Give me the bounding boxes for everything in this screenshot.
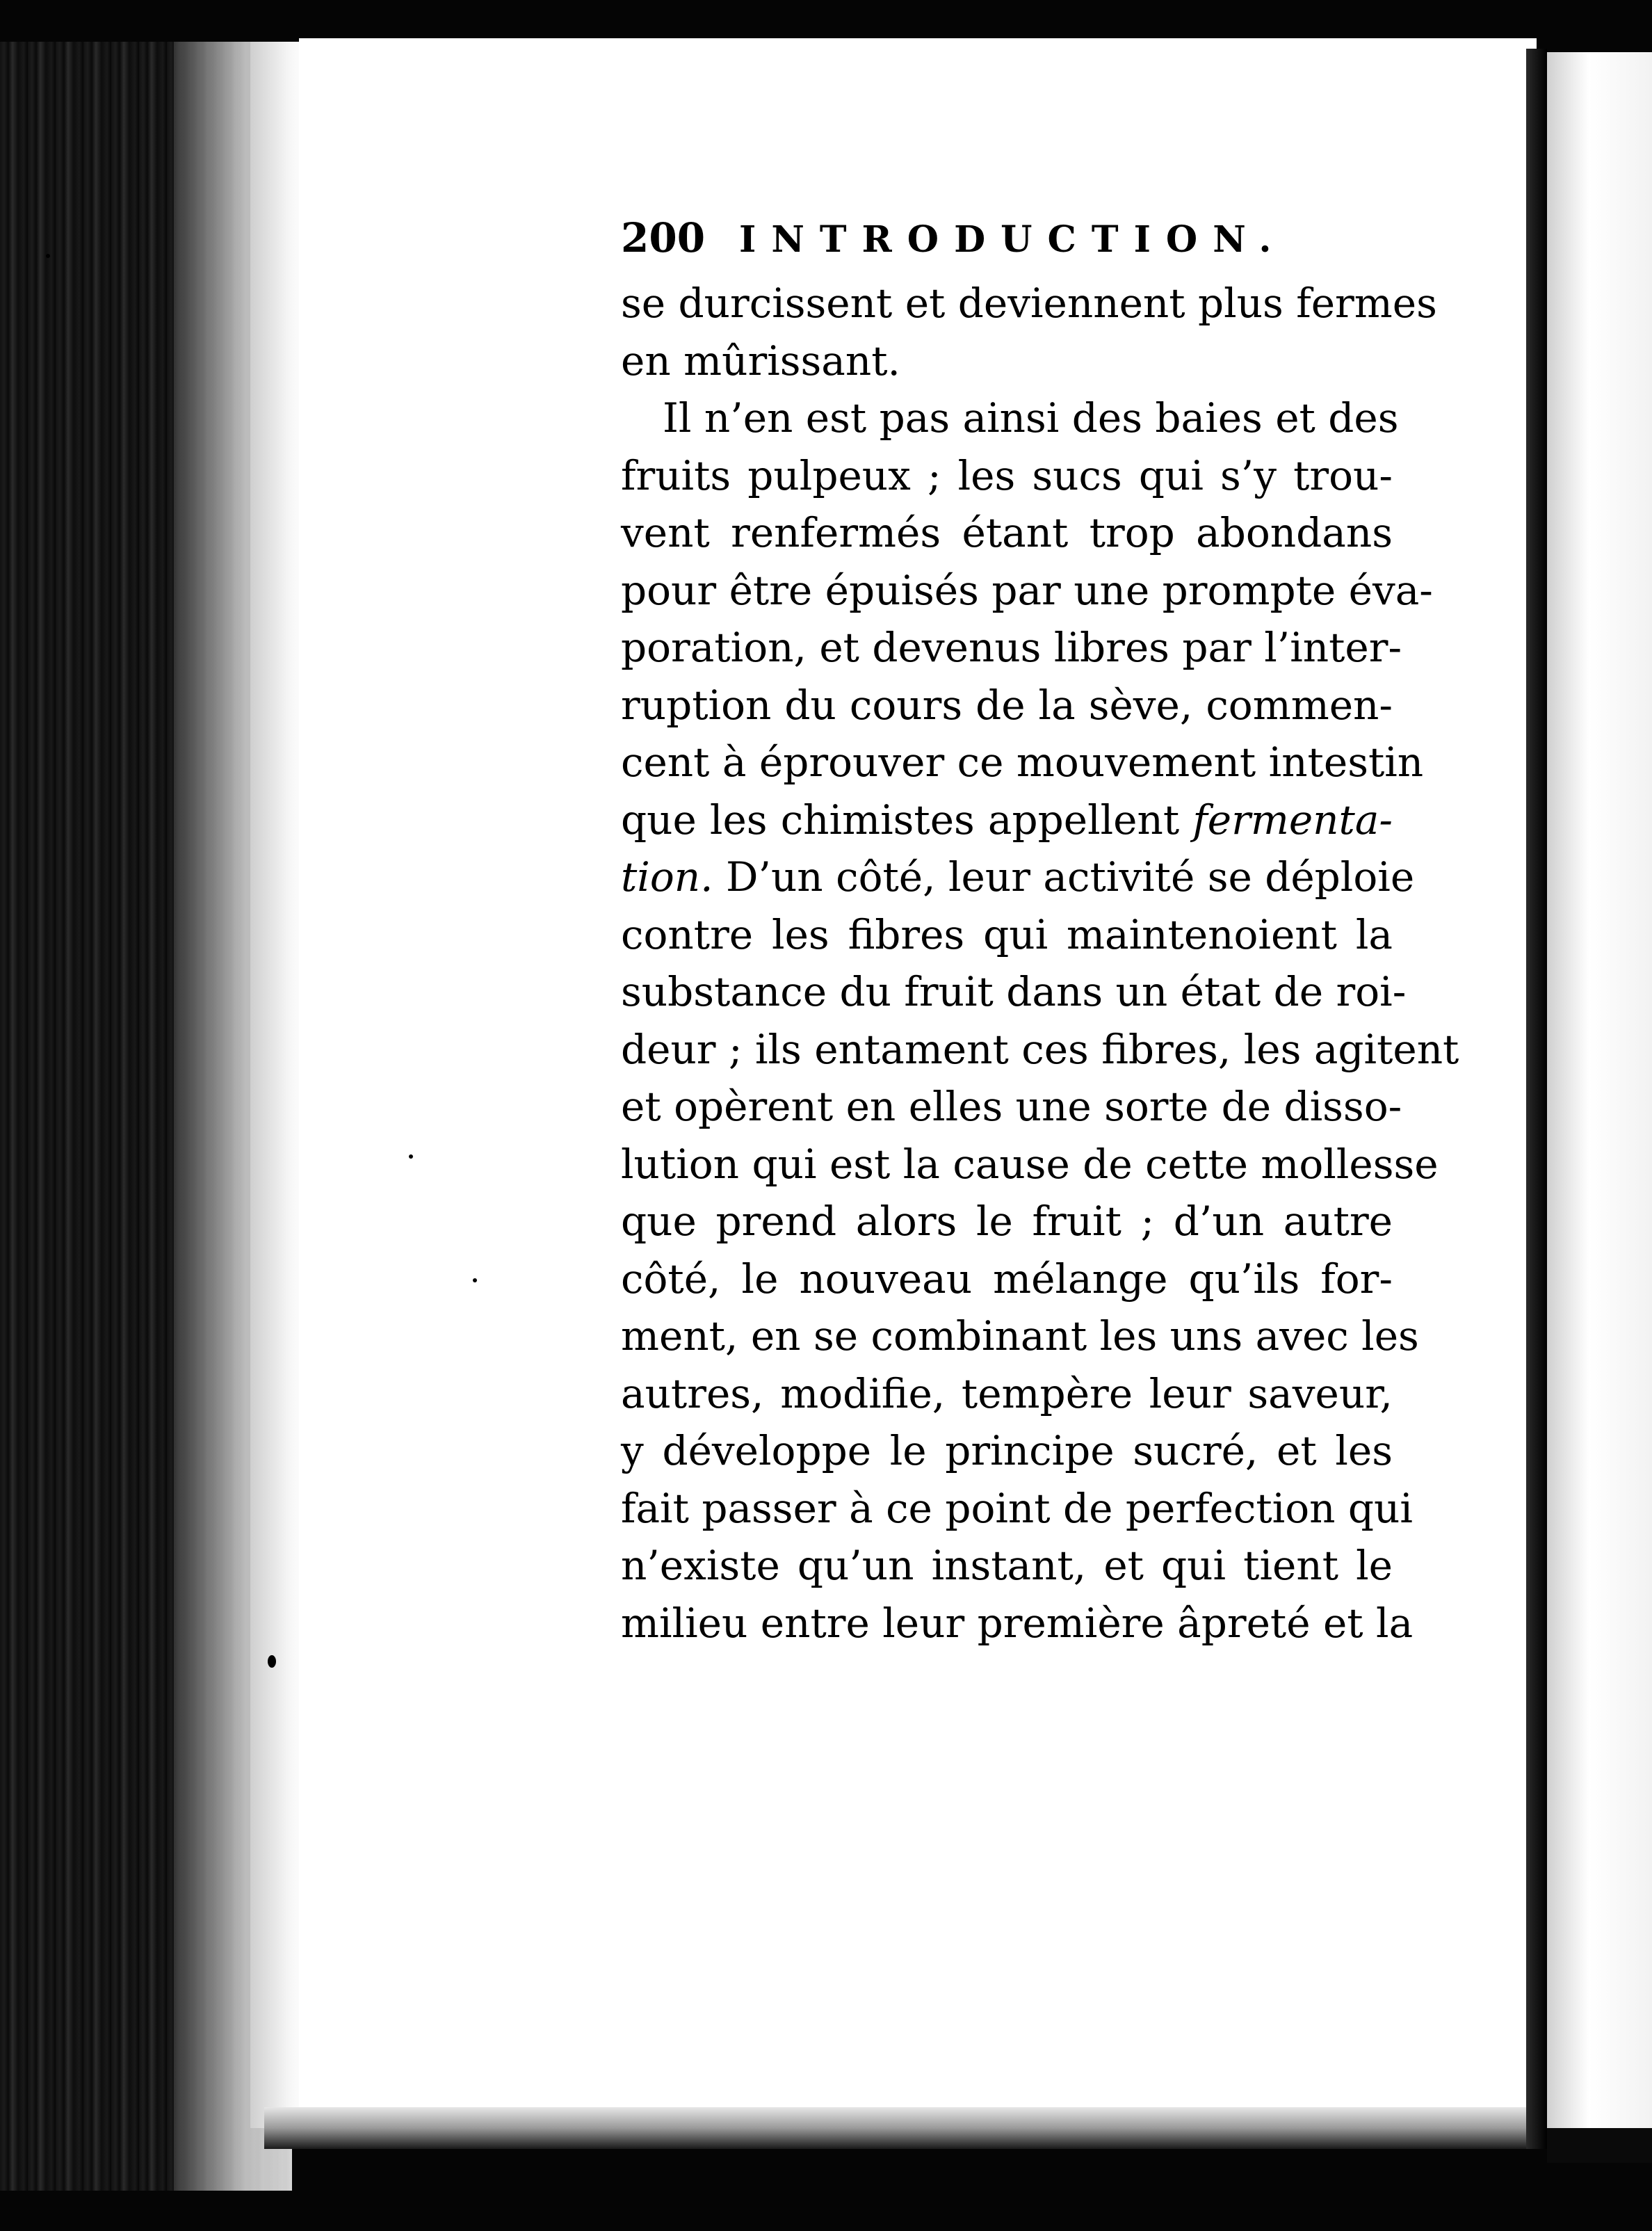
- text-line: autres, modifie, tempère leur saveur,: [621, 1369, 1393, 1417]
- text-line: fruits pulpeux ; les sucs qui s’y trou-: [621, 451, 1393, 499]
- text-line: substance du fruit dans un état de roi-: [621, 968, 1407, 1015]
- text-line: vent renfermés étant trop abondans: [621, 509, 1393, 556]
- running-head: [621, 210, 1287, 266]
- italic-term: fermenta-: [1192, 796, 1393, 844]
- text-line: cent à éprouver ce mouvement intestin: [621, 739, 1424, 786]
- text-line: ruption du cours de la sève, commen-: [621, 681, 1393, 729]
- text-segment: que les chimistes appellent: [621, 796, 1180, 844]
- text-line: n’existe qu’un instant, et qui tient le: [621, 1542, 1393, 1589]
- page-bottom-edge: [264, 2107, 1550, 2149]
- italic-term: tion.: [621, 853, 713, 901]
- scan-speck: [409, 1154, 413, 1159]
- left-page-leaf: [250, 42, 306, 2128]
- next-page-bottom-shadow: [1547, 2128, 1652, 2163]
- text-line: y développe le principe sucré, et les: [621, 1427, 1393, 1474]
- text-line: milieu entre leur première âpreté et la: [621, 1599, 1414, 1647]
- text-line: pour être épuisés par une prompte éva-: [621, 566, 1433, 614]
- text-line: côté, le nouveau mélange qu’ils for-: [621, 1255, 1393, 1303]
- text-line: en mûrissant.: [621, 337, 900, 385]
- right-gutter-shadow: [1526, 49, 1547, 2149]
- text-line: lution qui est la cause de cette mollesse: [621, 1140, 1439, 1188]
- paragraph-first-line: Il n’en est pas ainsi des baies et des: [663, 394, 1399, 442]
- text-line: et opèrent en elles une sorte de disso-: [621, 1083, 1402, 1130]
- text-line: fait passer à ce point de perfection qui: [621, 1484, 1413, 1532]
- running-title: INTRODUCTION.: [739, 218, 1287, 261]
- text-line: contre les fibres qui maintenoient la: [621, 910, 1393, 958]
- scan-speck: [268, 1655, 276, 1668]
- scan-speck: [46, 254, 50, 258]
- text-line: poration, et devenus libres par l’inter-: [621, 624, 1402, 671]
- text-line: se durcissent et deviennent plus fermes: [621, 280, 1437, 327]
- scan-speck: [473, 1278, 477, 1282]
- text-line: que prend alors le fruit ; d’un autre: [621, 1198, 1393, 1245]
- text-line: ment, en se combinant les uns avec les: [621, 1312, 1419, 1360]
- text-line: [621, 791, 1393, 849]
- body-text: [621, 275, 1459, 1652]
- text-segment: D’un côté, leur activité se déploie: [726, 853, 1415, 901]
- page-number: 200: [621, 214, 706, 261]
- text-line: deur ; ils entament ces fibres, les agitent: [621, 1025, 1459, 1073]
- text-line: [621, 848, 1415, 906]
- next-page-edge: [1547, 52, 1652, 2132]
